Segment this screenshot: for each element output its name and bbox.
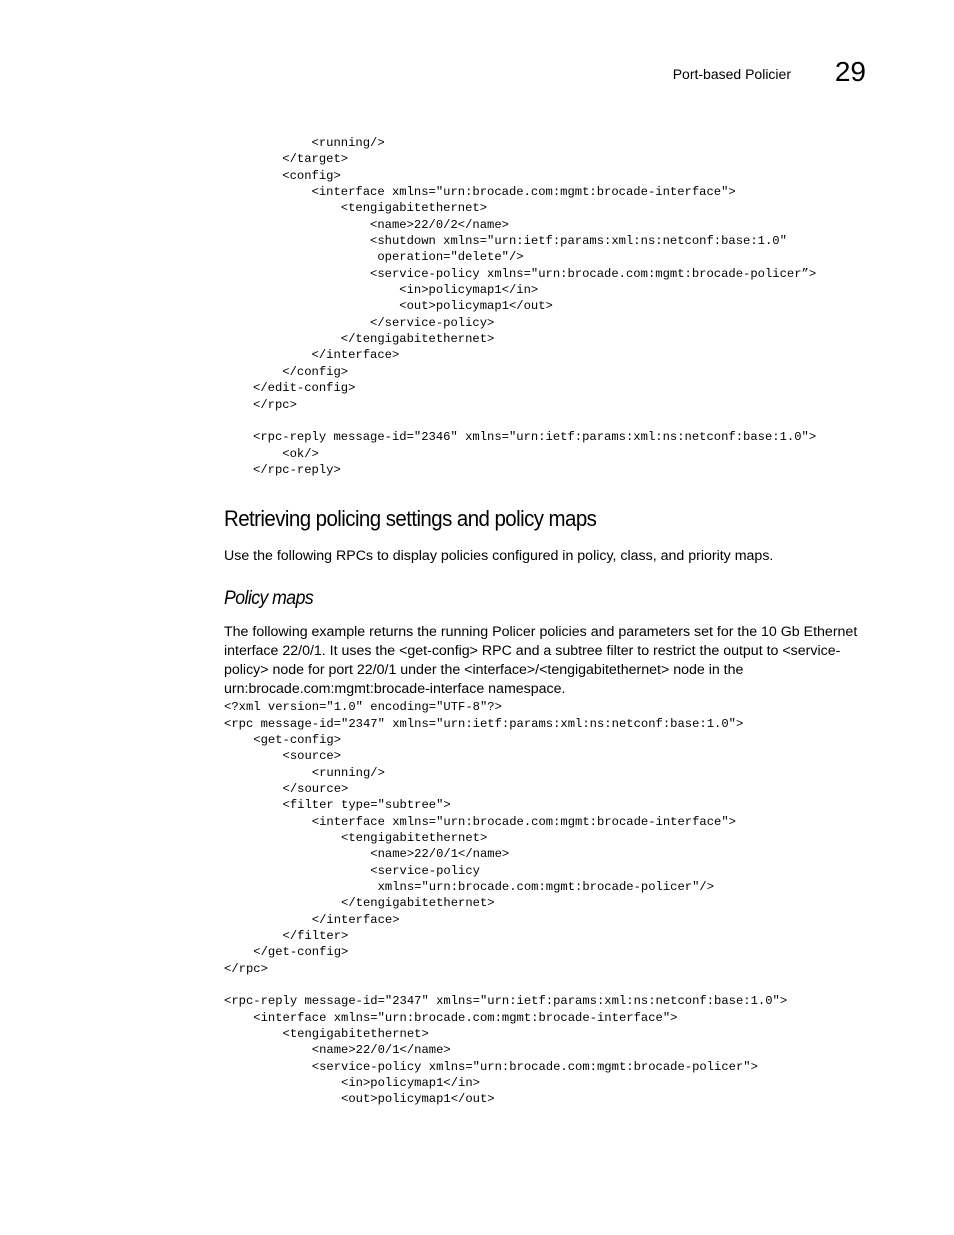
- section-title: Retrieving policing settings and policy maps: [224, 506, 597, 532]
- subsection-body: The following example returns the running Policer policies and parameters set for the 10 Gb Ethernet interface 22/0/1. It uses the <get-config> RPC and a subtree filter to restrict the output to <service-policy> node for port 22/0/1 under the <interface>/<tengigabitethernet> node in the urn:brocade.com:mgmt:brocade-interface namespace.: [224, 624, 858, 698]
- section-intro: Use the following RPCs to display policies configured in policy, class, and priority maps.: [224, 548, 774, 565]
- chapter-title: Port-based Policier: [672, 66, 791, 82]
- code-block-edit-config: <running/> </target> <config> <interface xmlns="urn:brocade.com:mgmt:brocade-interface"> <tengigabitethernet> <name>22/0/2</name> <shutdown xmlns="urn:ietf:params:xml:ns:netconf:base:1.0" operation="delete"/> <service-policy xmlns="urn:brocade.com:mgmt:brocade-policer”> <in>policymap1</in> <out>policymap1</out> </service-policy> </tengigabitethernet> </interface> </config> </edit-config> </rpc> <rpc-reply message-id="2346" xmlns="urn:ietf:params:xml:ns:netconf:base:1.0"> <ok/> </rpc-reply>: [253, 136, 817, 477]
- page-content: [224, 135, 874, 1108]
- subsection-title: Policy maps: [224, 588, 314, 610]
- chapter-number: 29: [834, 56, 866, 87]
- code-block-get-config: <?xml version="1.0" encoding="UTF-8"?> <rpc message-id="2347" xmlns="urn:ietf:params:xml:ns:netconf:base:1.0"> <get-config> <source> <running/> </source> <filter type="subtree"> <interface xmlns="urn:brocade.com:mgmt:brocade-interface"> <tengigabitethernet> <name>22/0/1</name> <service-policy xmlns="urn:brocade.com:mgmt:brocade-policer"/> </tengigabitethernet> </interface> </filter> </get-config> </rpc> <rpc-reply message-id="2347" xmlns="urn:ietf:params:xml:ns:netconf:base:1.0"> <interface xmlns="urn:brocade.com:mgmt:brocade-interface"> <tengigabitethernet> <name>22/0/1</name> <service-policy xmlns="urn:brocade.com:mgmt:brocade-policer"> <in>policymap1</in> <out>policymap1</out>: [224, 700, 788, 1107]
